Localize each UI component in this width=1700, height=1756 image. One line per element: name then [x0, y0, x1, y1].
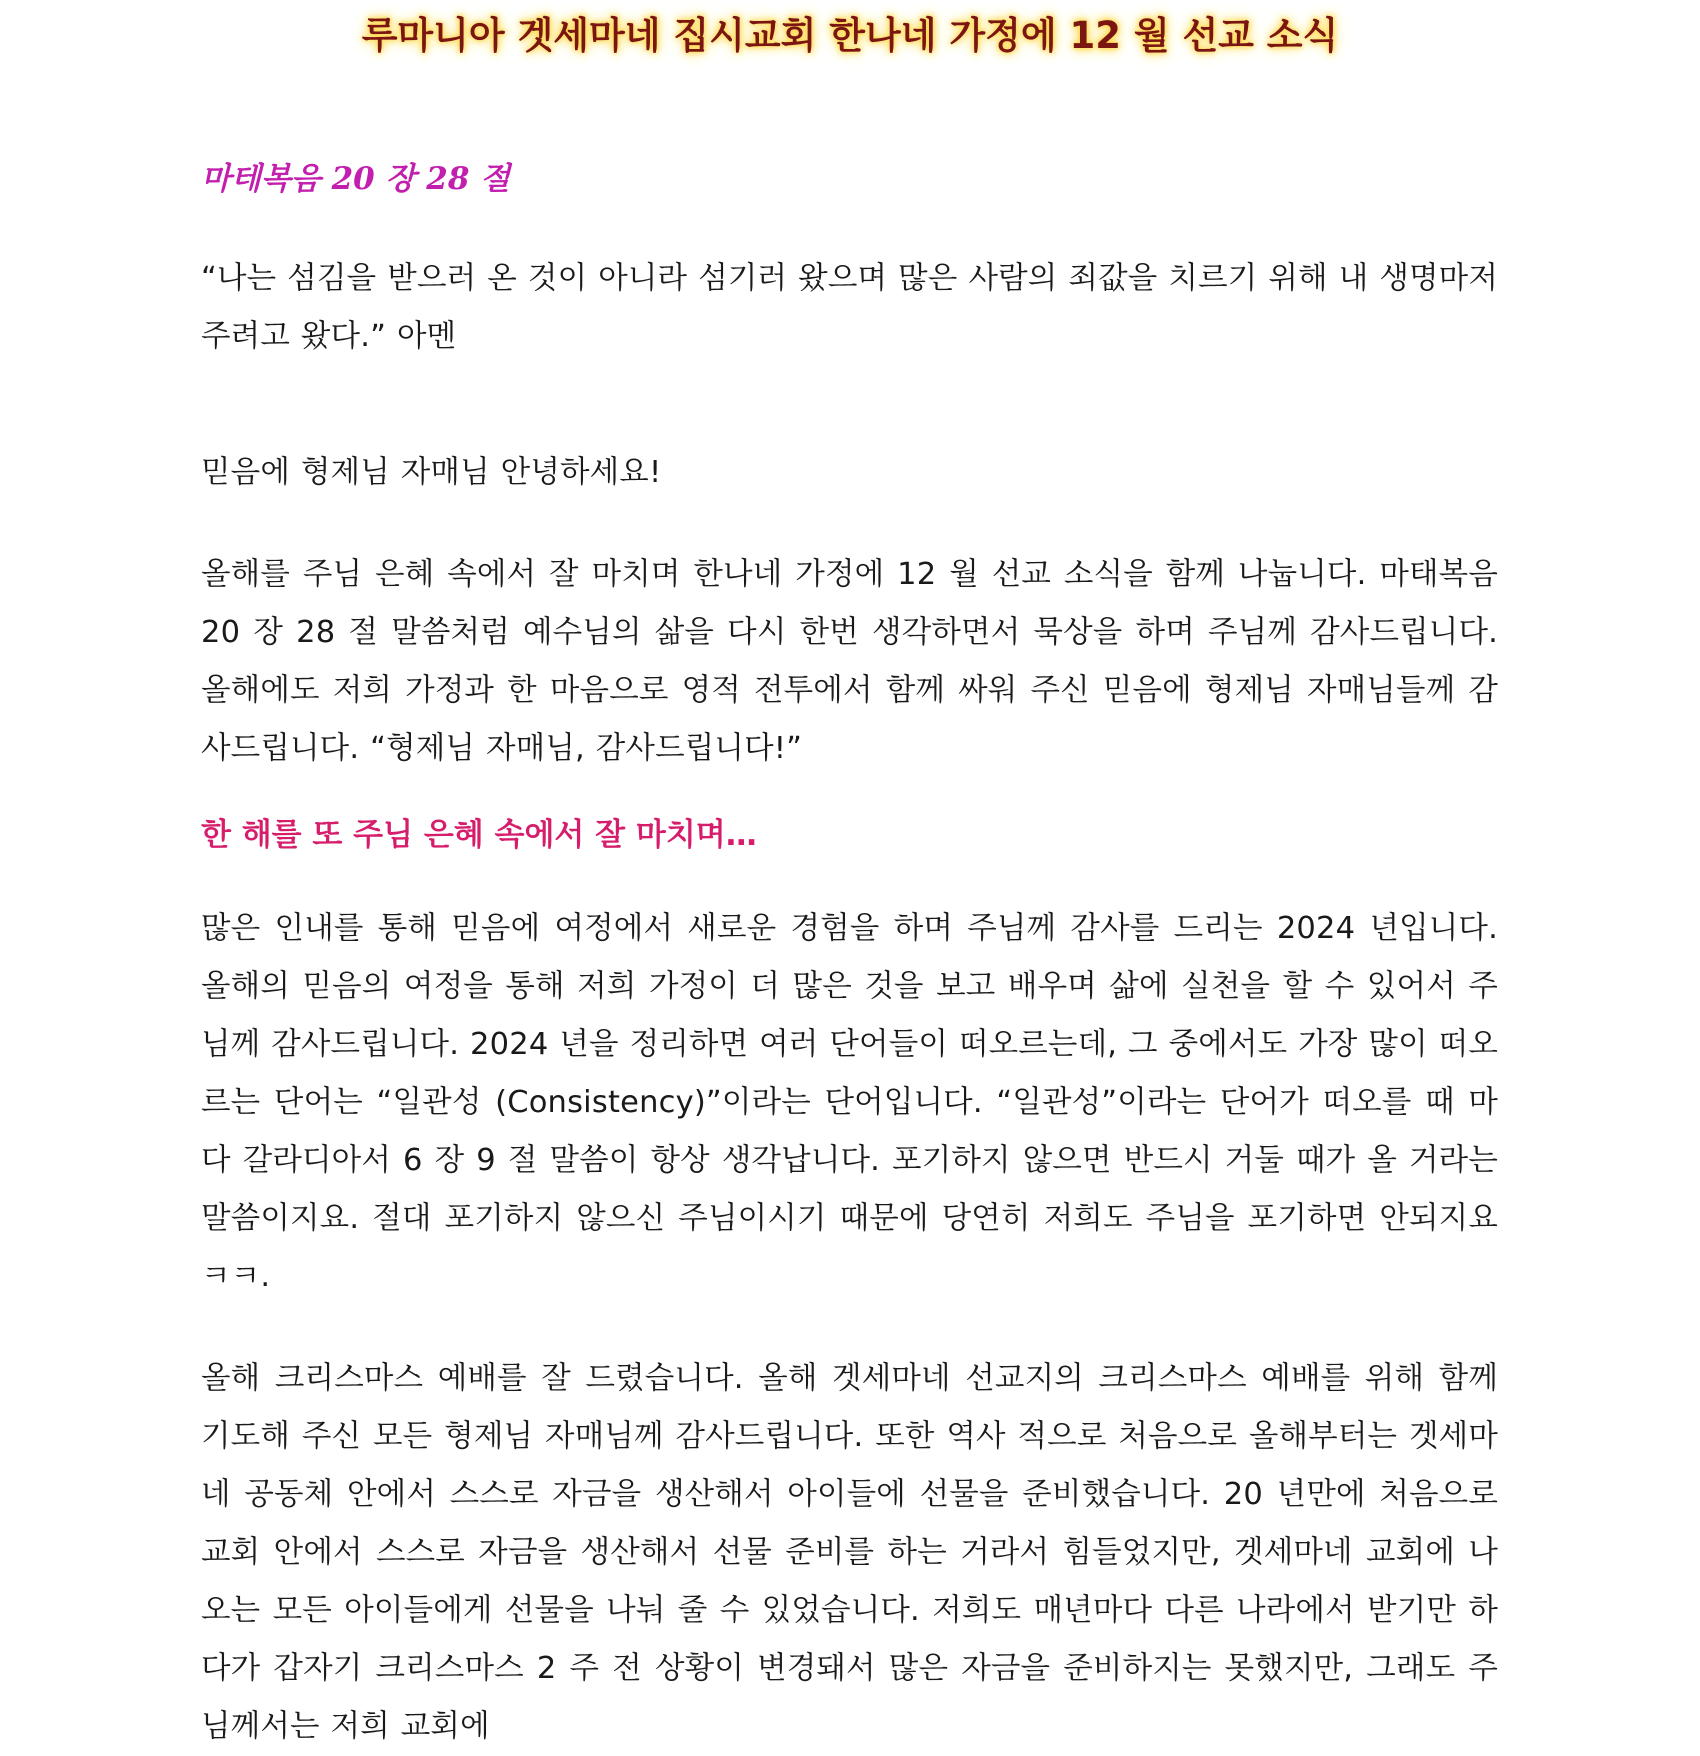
- body-paragraph: 많은 인내를 통해 믿음에 여정에서 새로운 경험을 하며 주님께 감사를 드리는 2024 년입니다. 올해의 믿음의 여정을 통해 저희 가정이 더 많은 것을 보고 배우며 삶에 실천을 할 수 있어서 주님께 감사드립니다. 2024 년을 정리하면 여러 단어들이 떠오르는데, 그 중에서도 가장 많이 떠오르는 단어는 “일관성 (Consistency)”이라는 단어입니다. “일관성”이라는 단어가 떠오를 때 마다 갈라디아서 6 장 9 절 말씀이 항상 생각납니다. 포기하지 않으면 반드시 거둘 때가 올 거라는 말씀이지요. 절대 포기하지 않으신 주님이시기 때문에 당연히 저희도 주님을 포기하면 안되지요 ㅋㅋ.: [201, 911, 1498, 1294]
- page-title: 루마니아 겟세마네 집시교회 한나네 가정에 12 월 선교 소식: [361, 14, 1339, 57]
- body-paragraph: 올해 크리스마스 예배를 잘 드렸습니다. 올해 겟세마네 선교지의 크리스마스 예배를 위해 함께 기도해 주신 모든 형제님 자매님께 감사드립니다. 또한 역사 적으로 처음으로 올해부터는 겟세마네 공동체 안에서 스스로 자금을 생산해서 아이들에 선물을 준비했습니다. 20 년만에 처음으로 교회 안에서 스스로 자금을 생산해서 선물 준비를 하는 거라서 힘들었지만, 겟세마네 교회에 나오는 모든 아이들에게 선물을 나눠 줄 수 있었습니다. 저희도 매년마다 다른 나라에서 받기만 하다가 갑자기 크리스마스 2 주 전 상황이 변경돼서 많은 자금을 준비하지는 못했지만, 그래도 주님께서는 저희 교회에: [201, 1361, 1498, 1744]
- intro-paragraph: 올해를 주님 은혜 속에서 잘 마치며 한나네 가정에 12 월 선교 소식을 함께 나눕니다. 마태복음 20 장 28 절 말씀처럼 예수님의 삶을 다시 한번 생각하면서 묵상을 하며 주님께 감사드립니다. 올해에도 저희 가정과 한 마음으로 영적 전투에서 함께 싸워 주신 믿음에 형제님 자매님들께 감사드립니다. “형제님 자매님, 감사드립니다!”: [201, 557, 1498, 766]
- greeting-line: 믿음에 형제님 자매님 안녕하세요!: [201, 455, 662, 490]
- verse-reference: 마테복음 20 장 28 절: [201, 161, 511, 197]
- document-body: [201, 150, 1498, 1756]
- verse-quote: “나는 섬김을 받으러 온 것이 아니라 섬기러 왔으며 많은 사람의 죄값을 치르기 위해 내 생명마저 주려고 왔다.” 아멘: [201, 261, 1498, 354]
- section-heading: 한 해를 또 주님 은혜 속에서 잘 마치며…: [201, 817, 757, 853]
